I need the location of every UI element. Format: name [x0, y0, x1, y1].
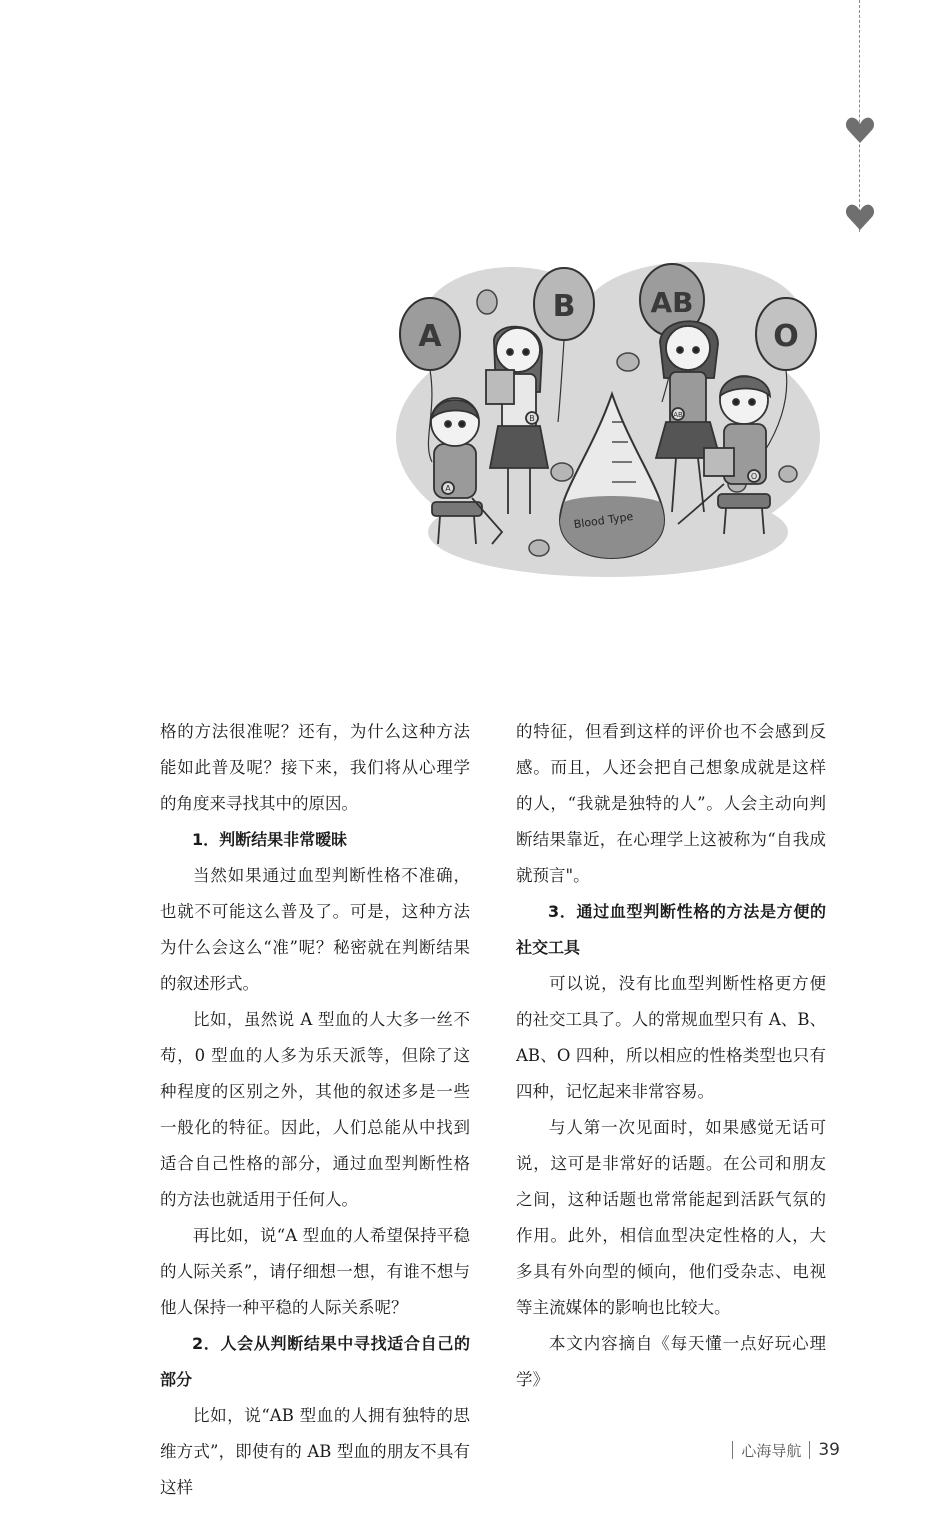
- paragraph: 与人第一次见面时，如果感觉无话可说，这可是非常好的话题。在公司和朋友之间，这种话题也常常能起到活跃气氛的作用。此外，相信血型决定性格的人，大多具有外向型的倾向，他们受杂志、电视等主流媒体的影响也比较大。: [516, 1118, 826, 1317]
- svg-text:A: A: [445, 484, 451, 493]
- svg-text:B: B: [529, 414, 535, 423]
- page-number: 39: [818, 1440, 840, 1460]
- svg-text:O: O: [750, 472, 758, 481]
- paragraph: 比如，说“AB 型血的人拥有独特的思维方式”，即使有的 AB 型血的朋友不具有这样: [160, 1406, 470, 1497]
- heart-icon: [845, 203, 875, 231]
- source-note: 本文内容摘自《每天懂一点好玩心理学》: [516, 1334, 826, 1389]
- svg-text:O: O: [773, 319, 799, 354]
- paragraph: 可以说，没有比血型判断性格更方便的社交工具了。人的常规血型只有 A、B、AB、O 四种，所以相应的性格类型也只有四种，记忆起来非常容易。: [516, 974, 826, 1101]
- blood-type-illustration: [392, 262, 824, 582]
- paragraph: 当然如果通过血型判断性格不准确，也就不可能这么普及了。可是，这种方法为什么会这么“准”呢？秘密就在判断结果的叙述形式。: [160, 866, 470, 993]
- divider: [732, 1441, 733, 1459]
- balloon-a: [400, 298, 460, 370]
- paragraph: 格的方法很准呢？还有，为什么这种方法能如此普及呢？接下来，我们将从心理学的角度来寻找其中的原因。: [160, 722, 470, 813]
- heart-icon: [845, 116, 875, 144]
- section-title: 心海导航: [741, 1441, 802, 1460]
- section-heading: 1．判断结果非常暧昧: [192, 830, 348, 849]
- balloon-b: [534, 268, 594, 340]
- section-heading: 2．人会从判断结果中寻找适合自己的部分: [160, 1334, 470, 1389]
- svg-text:A: A: [418, 319, 442, 354]
- svg-text:B: B: [552, 289, 576, 324]
- page-footer: [700, 1438, 840, 1462]
- paragraph: 的特征，但看到这样的评价也不会感到反感。而且，人还会把自己想象成就是这样的人，“我就是独特的人”。人会主动向判断结果靠近，在心理学上这被称为“自我成就预言"。: [516, 722, 826, 885]
- svg-text:Blood Type: Blood Type: [572, 509, 635, 532]
- paragraph: 比如，虽然说 A 型血的人大多一丝不苟，0 型血的人多为乐天派等，但除了这种程度的区别之外，其他的叙述多是一些一般化的特征。因此，人们总能从中找到适合自己性格的部分，通过血型判断性格的方法也就适用于任何人。: [160, 1010, 470, 1209]
- article-column-left: [160, 714, 470, 1506]
- divider: [809, 1441, 810, 1459]
- svg-text:AB: AB: [673, 411, 683, 419]
- paragraph: 再比如，说“A 型血的人希望保持平稳的人际关系”，请仔细想一想，有谁不想与他人保持一种平稳的人际关系呢？: [160, 1226, 470, 1317]
- svg-text:AB: AB: [650, 286, 694, 319]
- balloon-o: [756, 298, 816, 370]
- article-column-right: [516, 714, 826, 1398]
- section-heading: 3．通过血型判断性格的方法是方便的社交工具: [516, 902, 826, 957]
